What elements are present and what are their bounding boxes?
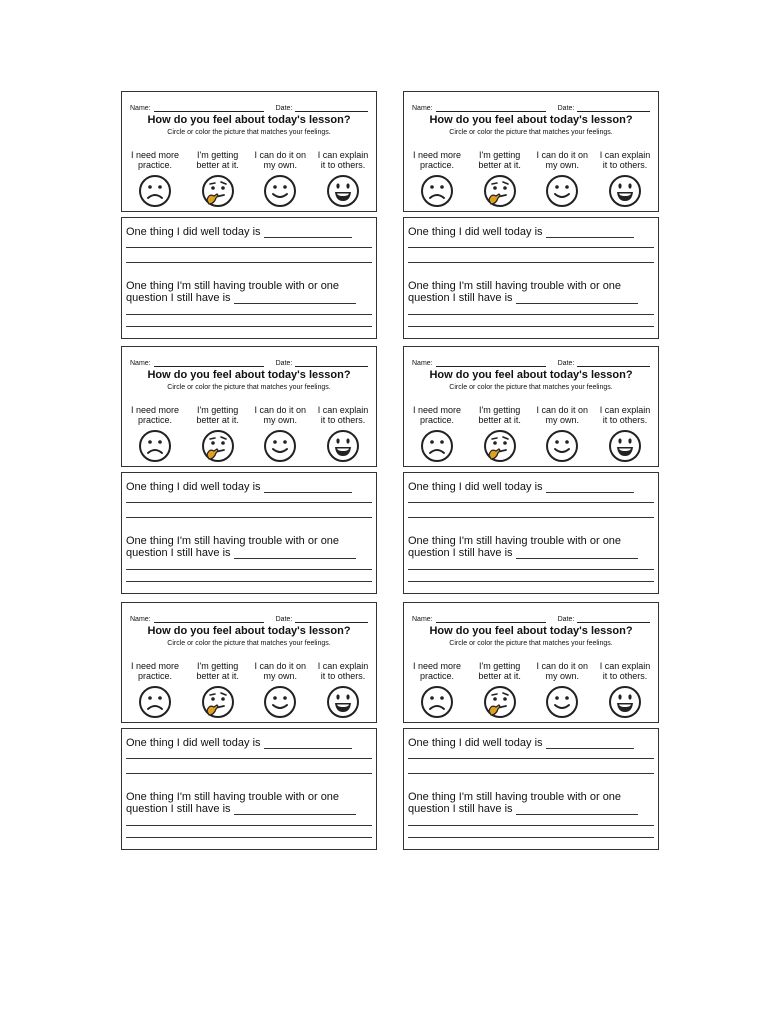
choice-label-line1: I need more bbox=[412, 661, 462, 671]
reflection-card bbox=[403, 728, 659, 850]
choice-explain-others[interactable] bbox=[312, 661, 374, 719]
name-date-row bbox=[412, 611, 650, 623]
choice-label-line2: better at it. bbox=[478, 415, 521, 425]
date-line[interactable] bbox=[577, 614, 650, 623]
choice-label-line2: my own. bbox=[545, 160, 580, 170]
choice-label-line2: better at it. bbox=[196, 415, 239, 425]
prompt-having-trouble: One thing I'm still having trouble with or one question I still have is bbox=[408, 791, 654, 815]
name-line[interactable] bbox=[436, 358, 546, 367]
answer-blank[interactable] bbox=[546, 482, 634, 493]
reflection-card bbox=[121, 472, 377, 594]
answer-line[interactable] bbox=[126, 581, 372, 582]
prompt-having-trouble: One thing I'm still having trouble with or one question I still have is bbox=[126, 535, 372, 559]
exit-slip bbox=[403, 346, 659, 594]
choice-explain-others[interactable] bbox=[594, 661, 656, 719]
feelings-subtitle: Circle or color the picture that matches your feelings. bbox=[449, 640, 613, 647]
exit-slip bbox=[121, 602, 377, 850]
smile-face-icon[interactable] bbox=[545, 174, 579, 208]
choice-label-line1: I'm getting bbox=[197, 150, 239, 160]
exit-slip bbox=[403, 602, 659, 850]
sad-face-icon[interactable] bbox=[138, 429, 172, 463]
choice-on-my-own[interactable] bbox=[531, 405, 593, 463]
feelings-card bbox=[403, 91, 659, 212]
name-date-row bbox=[130, 100, 368, 112]
choice-getting-better[interactable] bbox=[187, 150, 249, 208]
name-line[interactable] bbox=[154, 614, 264, 623]
answer-line[interactable] bbox=[126, 837, 372, 838]
choice-need-practice[interactable] bbox=[124, 150, 186, 208]
choice-on-my-own[interactable] bbox=[249, 150, 311, 208]
exit-slip bbox=[121, 346, 377, 594]
reflection-card bbox=[403, 472, 659, 594]
prompt-did-well: One thing I did well today is bbox=[408, 737, 654, 749]
date-line[interactable] bbox=[295, 358, 368, 367]
answer-line[interactable] bbox=[408, 837, 654, 838]
choice-label-line1: I'm getting bbox=[479, 661, 521, 671]
grin-face-icon[interactable] bbox=[608, 685, 642, 719]
choice-label-line2: practice. bbox=[419, 415, 454, 425]
choice-explain-others[interactable] bbox=[312, 405, 374, 463]
answer-line[interactable] bbox=[408, 314, 654, 315]
answer-line[interactable] bbox=[126, 569, 372, 570]
answer-line[interactable] bbox=[126, 262, 372, 263]
prompt-did-well: One thing I did well today is bbox=[408, 226, 654, 238]
answer-line[interactable] bbox=[408, 262, 654, 263]
feelings-subtitle: Circle or color the picture that matches your feelings. bbox=[167, 384, 331, 391]
reflection-card bbox=[121, 728, 377, 850]
choice-need-practice[interactable] bbox=[406, 150, 468, 208]
feelings-title: How do you feel about today's lesson? bbox=[429, 625, 633, 637]
feelings-title: How do you feel about today's lesson? bbox=[147, 369, 351, 381]
choice-label-line2: my own. bbox=[263, 160, 298, 170]
choice-label-line1: I can do it on bbox=[536, 661, 589, 671]
answer-line[interactable] bbox=[408, 773, 654, 774]
choice-label-line2: it to others. bbox=[602, 160, 648, 170]
prompt-did-well: One thing I did well today is bbox=[126, 737, 372, 749]
answer-blank[interactable] bbox=[264, 738, 352, 749]
choice-getting-better[interactable] bbox=[187, 405, 249, 463]
answer-line[interactable] bbox=[126, 773, 372, 774]
answer-blank[interactable] bbox=[264, 227, 352, 238]
answer-blank[interactable] bbox=[516, 548, 638, 559]
choice-need-practice[interactable] bbox=[406, 661, 468, 719]
name-date-row bbox=[130, 611, 368, 623]
thinking-face-icon[interactable] bbox=[483, 174, 517, 208]
reflection-card bbox=[121, 217, 377, 339]
answer-blank[interactable] bbox=[234, 804, 356, 815]
choice-label-line1: I can explain bbox=[317, 150, 369, 160]
date-label: Date: bbox=[275, 616, 293, 623]
choice-label-line2: better at it. bbox=[196, 671, 239, 681]
answer-line[interactable] bbox=[408, 569, 654, 570]
choice-getting-better[interactable] bbox=[187, 661, 249, 719]
choice-label-line1: I'm getting bbox=[479, 150, 521, 160]
feelings-subtitle: Circle or color the picture that matches your feelings. bbox=[167, 640, 331, 647]
choice-label-line2: better at it. bbox=[478, 160, 521, 170]
feeling-choices bbox=[406, 150, 656, 208]
feeling-choices bbox=[124, 405, 374, 463]
answer-blank[interactable] bbox=[546, 738, 634, 749]
choice-on-my-own[interactable] bbox=[531, 661, 593, 719]
feelings-subtitle: Circle or color the picture that matches your feelings. bbox=[449, 384, 613, 391]
choice-getting-better[interactable] bbox=[469, 150, 531, 208]
choice-label-line1: I'm getting bbox=[197, 405, 239, 415]
feelings-card bbox=[121, 602, 377, 723]
choice-on-my-own[interactable] bbox=[249, 661, 311, 719]
choice-label-line2: my own. bbox=[545, 671, 580, 681]
name-label: Name: bbox=[130, 105, 151, 112]
feelings-title: How do you feel about today's lesson? bbox=[429, 369, 633, 381]
answer-line[interactable] bbox=[126, 502, 372, 503]
choice-label-line2: practice. bbox=[137, 671, 172, 681]
thinking-face-icon[interactable] bbox=[201, 174, 235, 208]
prompt-having-trouble: One thing I'm still having trouble with or one question I still have is bbox=[408, 280, 654, 304]
smile-face-icon[interactable] bbox=[545, 685, 579, 719]
name-label: Name: bbox=[130, 616, 151, 623]
grin-face-icon[interactable] bbox=[326, 429, 360, 463]
name-label: Name: bbox=[130, 360, 151, 367]
choice-explain-others[interactable] bbox=[312, 150, 374, 208]
choice-label-line2: it to others. bbox=[320, 160, 366, 170]
sad-face-icon[interactable] bbox=[420, 174, 454, 208]
name-label: Name: bbox=[412, 360, 433, 367]
feeling-choices bbox=[124, 150, 374, 208]
choice-label-line1: I need more bbox=[412, 405, 462, 415]
smile-face-icon[interactable] bbox=[545, 429, 579, 463]
smile-face-icon[interactable] bbox=[263, 174, 297, 208]
choice-label-line2: my own. bbox=[263, 671, 298, 681]
answer-blank[interactable] bbox=[234, 548, 356, 559]
sad-face-icon[interactable] bbox=[138, 174, 172, 208]
grin-face-icon[interactable] bbox=[326, 174, 360, 208]
name-date-row bbox=[130, 355, 368, 367]
choice-getting-better[interactable] bbox=[469, 661, 531, 719]
choice-label-line1: I need more bbox=[130, 150, 180, 160]
grin-face-icon[interactable] bbox=[608, 174, 642, 208]
name-date-row bbox=[412, 100, 650, 112]
answer-line[interactable] bbox=[408, 326, 654, 327]
feelings-subtitle: Circle or color the picture that matches your feelings. bbox=[167, 129, 331, 136]
name-line[interactable] bbox=[154, 103, 264, 112]
grin-face-icon[interactable] bbox=[326, 685, 360, 719]
name-line[interactable] bbox=[436, 103, 546, 112]
date-line[interactable] bbox=[577, 103, 650, 112]
feelings-card bbox=[121, 91, 377, 212]
choice-label-line1: I can do it on bbox=[254, 661, 307, 671]
exit-slip bbox=[121, 91, 377, 339]
thinking-face-icon[interactable] bbox=[201, 429, 235, 463]
answer-line[interactable] bbox=[126, 825, 372, 826]
choice-label-line1: I can explain bbox=[599, 661, 651, 671]
smile-face-icon[interactable] bbox=[263, 429, 297, 463]
answer-blank[interactable] bbox=[264, 482, 352, 493]
choice-label-line1: I can explain bbox=[317, 405, 369, 415]
answer-blank[interactable] bbox=[546, 227, 634, 238]
choice-label-line2: practice. bbox=[137, 415, 172, 425]
feeling-choices bbox=[124, 661, 374, 719]
feelings-title: How do you feel about today's lesson? bbox=[429, 114, 633, 126]
choice-label-line1: I need more bbox=[130, 661, 180, 671]
answer-line[interactable] bbox=[126, 517, 372, 518]
answer-blank[interactable] bbox=[234, 293, 356, 304]
sad-face-icon[interactable] bbox=[420, 685, 454, 719]
answer-line[interactable] bbox=[408, 581, 654, 582]
choice-label-line1: I can explain bbox=[599, 150, 651, 160]
sad-face-icon[interactable] bbox=[138, 685, 172, 719]
reflection-card bbox=[403, 217, 659, 339]
name-line[interactable] bbox=[154, 358, 264, 367]
feelings-card bbox=[121, 346, 377, 467]
answer-line[interactable] bbox=[408, 758, 654, 759]
choice-explain-others[interactable] bbox=[594, 150, 656, 208]
name-label: Name: bbox=[412, 105, 433, 112]
prompt-having-trouble: One thing I'm still having trouble with or one question I still have is bbox=[408, 535, 654, 559]
choice-label-line2: practice. bbox=[419, 671, 454, 681]
answer-line[interactable] bbox=[126, 314, 372, 315]
choice-label-line1: I can explain bbox=[317, 661, 369, 671]
choice-label-line1: I can do it on bbox=[254, 150, 307, 160]
smile-face-icon[interactable] bbox=[263, 685, 297, 719]
name-line[interactable] bbox=[436, 614, 546, 623]
answer-line[interactable] bbox=[408, 517, 654, 518]
name-label: Name: bbox=[412, 616, 433, 623]
thinking-face-icon[interactable] bbox=[201, 685, 235, 719]
feelings-subtitle: Circle or color the picture that matches your feelings. bbox=[449, 129, 613, 136]
choice-label-line2: it to others. bbox=[602, 671, 648, 681]
choice-label-line1: I can do it on bbox=[536, 150, 589, 160]
choice-label-line2: it to others. bbox=[320, 415, 366, 425]
choice-label-line2: better at it. bbox=[196, 160, 239, 170]
thinking-face-icon[interactable] bbox=[483, 429, 517, 463]
choice-need-practice[interactable] bbox=[124, 405, 186, 463]
exit-slip bbox=[403, 91, 659, 339]
feelings-title: How do you feel about today's lesson? bbox=[147, 625, 351, 637]
answer-line[interactable] bbox=[126, 758, 372, 759]
feelings-card bbox=[403, 602, 659, 723]
choice-need-practice[interactable] bbox=[124, 661, 186, 719]
choice-need-practice[interactable] bbox=[406, 405, 468, 463]
choice-label-line2: it to others. bbox=[602, 415, 648, 425]
prompt-having-trouble: One thing I'm still having trouble with or one question I still have is bbox=[126, 791, 372, 815]
choice-label-line1: I can explain bbox=[599, 405, 651, 415]
choice-label-line1: I'm getting bbox=[479, 405, 521, 415]
date-label: Date: bbox=[275, 105, 293, 112]
answer-line[interactable] bbox=[408, 502, 654, 503]
choice-label-line2: my own. bbox=[263, 415, 298, 425]
choice-label-line1: I need more bbox=[412, 150, 462, 160]
choice-label-line1: I need more bbox=[130, 405, 180, 415]
prompt-having-trouble: One thing I'm still having trouble with or one question I still have is bbox=[126, 280, 372, 304]
answer-line[interactable] bbox=[408, 247, 654, 248]
sad-face-icon[interactable] bbox=[420, 429, 454, 463]
answer-line[interactable] bbox=[408, 825, 654, 826]
prompt-did-well: One thing I did well today is bbox=[126, 226, 372, 238]
choice-label-line2: my own. bbox=[545, 415, 580, 425]
answer-blank[interactable] bbox=[516, 293, 638, 304]
choice-label-line1: I'm getting bbox=[197, 661, 239, 671]
choice-label-line1: I can do it on bbox=[254, 405, 307, 415]
prompt-did-well: One thing I did well today is bbox=[408, 481, 654, 493]
thinking-face-icon[interactable] bbox=[483, 685, 517, 719]
date-line[interactable] bbox=[295, 103, 368, 112]
date-label: Date: bbox=[275, 360, 293, 367]
prompt-did-well: One thing I did well today is bbox=[126, 481, 372, 493]
choice-label-line1: I can do it on bbox=[536, 405, 589, 415]
choice-label-line2: better at it. bbox=[478, 671, 521, 681]
choice-label-line2: practice. bbox=[137, 160, 172, 170]
answer-blank[interactable] bbox=[516, 804, 638, 815]
feelings-title: How do you feel about today's lesson? bbox=[147, 114, 351, 126]
choice-label-line2: practice. bbox=[419, 160, 454, 170]
answer-line[interactable] bbox=[126, 247, 372, 248]
date-label: Date: bbox=[557, 360, 575, 367]
name-date-row bbox=[412, 355, 650, 367]
feeling-choices bbox=[406, 405, 656, 463]
choice-on-my-own[interactable] bbox=[531, 150, 593, 208]
choice-explain-others[interactable] bbox=[594, 405, 656, 463]
choice-getting-better[interactable] bbox=[469, 405, 531, 463]
date-label: Date: bbox=[557, 105, 575, 112]
choice-label-line2: it to others. bbox=[320, 671, 366, 681]
choice-on-my-own[interactable] bbox=[249, 405, 311, 463]
feeling-choices bbox=[406, 661, 656, 719]
feelings-card bbox=[403, 346, 659, 467]
date-label: Date: bbox=[557, 616, 575, 623]
date-line[interactable] bbox=[295, 614, 368, 623]
date-line[interactable] bbox=[577, 358, 650, 367]
grin-face-icon[interactable] bbox=[608, 429, 642, 463]
answer-line[interactable] bbox=[126, 326, 372, 327]
